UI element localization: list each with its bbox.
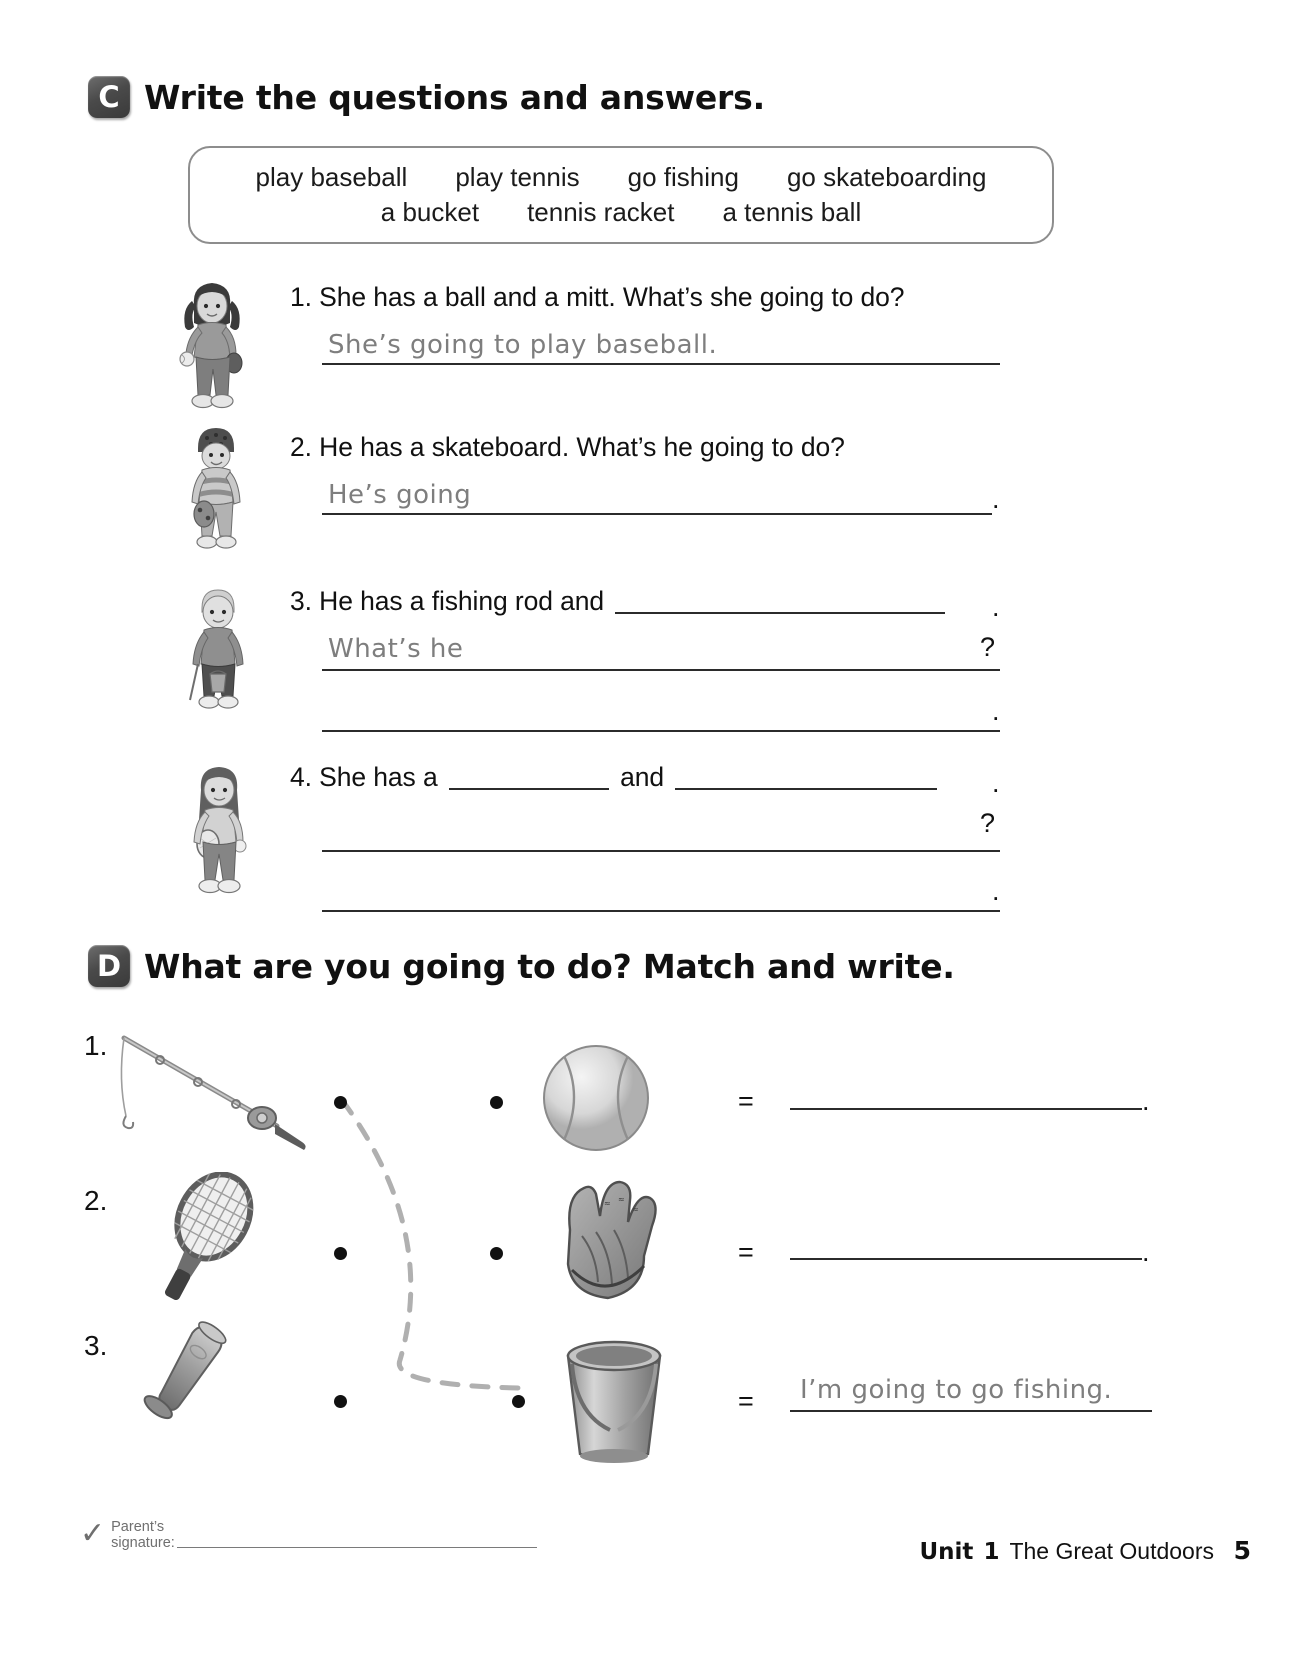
answer-3-end-mark: ?	[980, 632, 996, 662]
tennis-racket-icon	[140, 1172, 290, 1317]
word-bank-item: a bucket	[380, 197, 480, 227]
match-left-dot-1[interactable]	[334, 1096, 347, 1109]
answer-2-handwriting: He’s going	[328, 480, 472, 510]
footer-unit-label: Unit	[919, 1539, 974, 1565]
equals-sign-3: =	[738, 1386, 754, 1416]
baseball-mitt-icon	[548, 1170, 668, 1315]
answer-line-4b[interactable]	[322, 872, 1000, 912]
question-3-text	[290, 586, 949, 617]
parent-signature-line[interactable]	[177, 1547, 537, 1548]
section-badge-c: C	[88, 76, 130, 118]
question-3-blank[interactable]	[615, 612, 945, 614]
fishing-rod-icon	[112, 1030, 322, 1150]
check-mark-icon: ✓	[80, 1517, 106, 1551]
question-item-4	[290, 762, 941, 793]
figure-girl-tennis	[180, 758, 258, 898]
match-right-dot-2[interactable]	[490, 1247, 503, 1260]
figure-girl-baseball	[172, 275, 252, 415]
question-4-blank-1[interactable]	[449, 788, 609, 790]
figure-boy-skateboard	[178, 422, 254, 556]
question-item-3	[290, 586, 949, 617]
footer-unit-info	[920, 1538, 1215, 1565]
svg-text:≈: ≈	[604, 1199, 611, 1208]
word-bank	[188, 146, 1054, 244]
answer-line-4a[interactable]	[322, 812, 1000, 852]
question-4-body-part1: She has a	[319, 762, 438, 792]
word-bank-item: go fishing	[627, 162, 739, 192]
match-connector-line	[320, 1080, 550, 1410]
question-item-2	[290, 432, 845, 463]
equals-sign-1: =	[738, 1086, 754, 1116]
baseball-bat-icon	[130, 1320, 330, 1460]
word-bank-item: tennis racket	[527, 197, 675, 227]
match-left-dot-3[interactable]	[334, 1395, 347, 1408]
question-1-number: 1.	[290, 282, 312, 312]
answer-line-3b[interactable]	[322, 692, 1000, 732]
match-right-dot-3[interactable]	[512, 1395, 525, 1408]
section-d-heading	[88, 945, 955, 987]
question-2-body: He has a skateboard. What’s he going to do?	[319, 432, 845, 462]
word-bank-item: play tennis	[455, 162, 580, 192]
match-right-dot-1[interactable]	[490, 1096, 503, 1109]
equals-sign-2: =	[738, 1237, 754, 1267]
question-4-body-part2: and	[620, 762, 665, 792]
match-row-3-number: 3.	[84, 1330, 108, 1361]
parent-signature-label-line2: signature:	[111, 1535, 175, 1552]
section-c-title: Write the questions and answers.	[144, 77, 765, 117]
question-3-end-mark: .	[992, 592, 1000, 622]
question-4-end-mark: .	[992, 768, 1000, 798]
bucket-icon	[552, 1330, 677, 1470]
answer-3b-end-mark: .	[992, 696, 1000, 726]
question-item-1	[290, 282, 904, 313]
footer-unit-title: The Great Outdoors	[1009, 1538, 1214, 1564]
question-2-number: 2.	[290, 432, 312, 462]
answer-line-d1[interactable]	[790, 1108, 1142, 1110]
answer-d1-end-mark: .	[1142, 1086, 1150, 1116]
parent-signature-label	[111, 1519, 175, 1551]
svg-text:≈: ≈	[618, 1195, 625, 1204]
parent-signature-block	[80, 1519, 537, 1551]
word-bank-row-1	[256, 162, 987, 193]
question-2-text	[290, 432, 845, 463]
svg-text:≈: ≈	[632, 1205, 639, 1214]
word-bank-row-2	[381, 197, 861, 228]
match-row-1-number: 1.	[84, 1030, 108, 1061]
answer-4b-end-mark: .	[992, 876, 1000, 906]
question-4-number: 4.	[290, 762, 312, 792]
word-bank-item: a tennis ball	[722, 197, 862, 227]
question-4-blank-2[interactable]	[675, 788, 937, 790]
question-3-body: He has a fishing rod and	[319, 586, 605, 616]
section-c-heading	[88, 76, 765, 118]
question-1-body: She has a ball and a mitt. What’s she going to do?	[319, 282, 905, 312]
baseball-icon	[538, 1040, 654, 1156]
question-1-text	[290, 282, 904, 313]
answer-d2-end-mark: .	[1142, 1237, 1150, 1267]
question-4-text	[290, 762, 941, 793]
answer-line-d2[interactable]	[790, 1258, 1142, 1260]
answer-line-d3[interactable]	[790, 1410, 1152, 1412]
figure-boy-fishing	[180, 582, 256, 716]
parent-signature-label-line1: Parent’s	[111, 1519, 165, 1535]
word-bank-item: play baseball	[255, 162, 408, 192]
match-row-2-number: 2.	[84, 1185, 108, 1216]
section-badge-d: D	[88, 945, 130, 987]
section-d-title: What are you going to do? Match and write.	[144, 946, 955, 986]
page-number: 5	[1233, 1536, 1251, 1565]
answer-2-end-mark: .	[992, 484, 1000, 514]
answer-d3-handwriting: I’m going to go fishing.	[800, 1375, 1113, 1405]
word-bank-item: go skateboarding	[786, 162, 987, 192]
question-3-number: 3.	[290, 586, 312, 616]
footer-unit-number: 1	[983, 1539, 1000, 1565]
match-left-dot-2[interactable]	[334, 1247, 347, 1260]
answer-3-handwriting: What’s he	[328, 634, 464, 664]
answer-4a-end-mark: ?	[980, 808, 996, 838]
answer-1-handwriting: She’s going to play baseball.	[328, 330, 718, 360]
